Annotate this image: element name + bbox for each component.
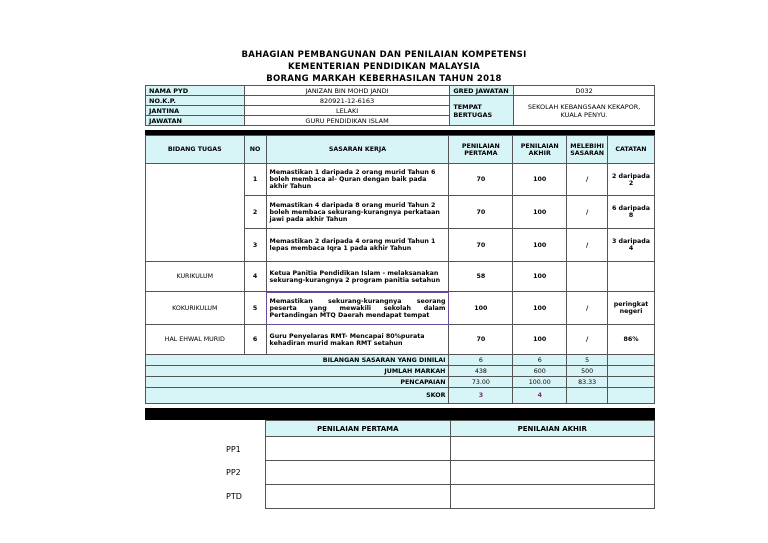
table-row — [146, 262, 655, 292]
pencapaian-melebihi: 83.33 — [567, 377, 608, 388]
nokp-label: NO.K.P. — [146, 96, 245, 106]
summary-blank — [608, 366, 655, 377]
pp2-akhir-cell[interactable] — [450, 461, 654, 485]
row-catatan: 6 daripada 8 — [608, 196, 655, 229]
row-melebihi: / — [567, 325, 608, 355]
row-catatan: 86% — [608, 325, 655, 355]
row-akhir: 100 — [513, 196, 567, 229]
jantina-label: JANTINA — [146, 106, 245, 116]
row-pertama: 100 — [449, 292, 513, 325]
jantina-value: LELAKI — [244, 106, 450, 116]
jawatan-value: GURU PENDIDIKAN ISLAM — [244, 116, 450, 126]
row-catatan — [608, 262, 655, 292]
ptd-akhir-cell[interactable] — [450, 485, 654, 509]
col-no: NO — [244, 136, 266, 164]
row-no: 2 — [244, 196, 266, 229]
table-row — [146, 325, 655, 355]
row-catatan: peringkat negeri — [608, 292, 655, 325]
targets-table — [145, 135, 655, 404]
col-akhir: PENILAIAN AKHIR — [513, 136, 567, 164]
nama-value: JANIZAN BIN MOHD JANDI — [244, 86, 450, 96]
col-sasaran: SASARAN KERJA — [266, 136, 449, 164]
gred-value: D032 — [514, 86, 655, 96]
bottom-col-pertama: PENILAIAN PERTAMA — [266, 421, 451, 437]
col-pertama: PENILAIAN PERTAMA — [449, 136, 513, 164]
row-akhir: 100 — [513, 229, 567, 262]
row-melebihi: / — [567, 164, 608, 196]
table-row — [146, 292, 655, 325]
row-catatan: 3 daripada 4 — [608, 229, 655, 262]
skor-label: SKOR — [146, 388, 449, 404]
bidang-kurikulum: KURIKULUM — [146, 262, 245, 292]
row-sasaran: Ketua Panitia Pendidikan Islam - melaksanakan sekurang-kurangnya 2 program panitia setahun — [266, 262, 449, 292]
row-pertama: 70 — [449, 196, 513, 229]
bottom-col-akhir: PENILAIAN AKHIR — [450, 421, 654, 437]
col-catatan: CATATAN — [608, 136, 655, 164]
jumlah-pertama: 438 — [449, 366, 513, 377]
info-table — [145, 85, 655, 126]
bidang-hal-ehwal: HAL EHWAL MURID — [146, 325, 245, 355]
skor-akhir: 4 — [513, 388, 567, 404]
row-no: 4 — [244, 262, 266, 292]
pp2-label: PP2 — [226, 468, 241, 477]
bidang-kokurikulum: KOKURIKULUM — [146, 292, 245, 325]
row-melebihi — [567, 262, 608, 292]
jawatan-label: JAWATAN — [146, 116, 245, 126]
header-line-3: BORANG MARKAH KEBERHASILAN TAHUN 2018 — [266, 74, 502, 84]
bilangan-label: BILANGAN SASARAN YANG DINILAI — [146, 355, 449, 366]
row-akhir: 100 — [513, 262, 567, 292]
row-no: 3 — [244, 229, 266, 262]
pp1-akhir-cell[interactable] — [450, 437, 654, 461]
row-sasaran: Memastikan 1 daripada 2 orang murid Tahun 6 boleh membaca al- Quran dengan baik pada akhir Tahun — [266, 164, 449, 196]
row-pertama: 70 — [449, 325, 513, 355]
row-melebihi: / — [567, 229, 608, 262]
row-akhir: 100 — [513, 292, 567, 325]
divider-bar-bottom — [145, 408, 655, 420]
skor-pertama: 3 — [449, 388, 513, 404]
row-pertama: 70 — [449, 229, 513, 262]
row-sasaran: Memastikan 2 daripada 4 orang murid Tahun 1 lepas membaca Iqra 1 pada akhir Tahun — [266, 229, 449, 262]
summary-blank — [608, 377, 655, 388]
bilangan-akhir: 6 — [513, 355, 567, 366]
summary-jumlah-row — [146, 366, 655, 377]
ptd-pertama-cell[interactable] — [266, 485, 451, 509]
bilangan-pertama: 6 — [449, 355, 513, 366]
row-sasaran: Memastikan 4 daripada 8 orang murid Tahun 2 boleh membaca sekurang-kurangnya perkataan jawi pada akhir Tahun — [266, 196, 449, 229]
summary-blank — [567, 388, 608, 404]
tempat-label: TEMPAT BERTUGAS — [450, 96, 514, 126]
bilangan-melebihi: 5 — [567, 355, 608, 366]
gred-label: GRED JAWATAN — [450, 86, 514, 96]
pp1-pertama-cell[interactable] — [266, 437, 451, 461]
table-row — [146, 164, 655, 196]
pp2-pertama-cell[interactable] — [266, 461, 451, 485]
bidang-blank — [146, 164, 245, 262]
row-sasaran: Memastikan sekurang-kurangnya seorang peserta yang mewakili sekolah dalam Pertandingan MTQ Daerah mendapat tempat — [266, 292, 449, 325]
summary-bilangan-row — [146, 355, 655, 366]
row-melebihi: / — [567, 196, 608, 229]
row-akhir: 100 — [513, 325, 567, 355]
row-no: 1 — [244, 164, 266, 196]
pencapaian-akhir: 100.00 — [513, 377, 567, 388]
row-melebihi: / — [567, 292, 608, 325]
col-melebihi: MELEBIHI SASARAN — [567, 136, 608, 164]
row-no: 6 — [244, 325, 266, 355]
row-sasaran: Guru Penyelaras RMT- Mencapai 80%purata kehadiran murid makan RMT setahun — [266, 325, 449, 355]
jumlah-akhir: 600 — [513, 366, 567, 377]
summary-pencapaian-row — [146, 377, 655, 388]
row-catatan: 2 daripada 2 — [608, 164, 655, 196]
summary-skor-row — [146, 388, 655, 404]
nama-label: NAMA PYD — [146, 86, 245, 96]
tempat-value: SEKOLAH KEBANGSAAN KEKAPOR, KUALA PENYU. — [514, 96, 655, 126]
assessor-table — [265, 420, 655, 509]
pp1-label: PP1 — [226, 445, 241, 454]
row-pertama: 70 — [449, 164, 513, 196]
jumlah-label: JUMLAH MARKAH — [146, 366, 449, 377]
row-pertama: 58 — [449, 262, 513, 292]
summary-blank — [608, 355, 655, 366]
header-line-1: BAHAGIAN PEMBANGUNAN DAN PENILAIAN KOMPETENSI — [241, 50, 527, 60]
pencapaian-label: PENCAPAIAN — [146, 377, 449, 388]
pencapaian-pertama: 73.00 — [449, 377, 513, 388]
row-akhir: 100 — [513, 164, 567, 196]
row-no: 5 — [244, 292, 266, 325]
nokp-value: 820921-12-6163 — [244, 96, 450, 106]
ptd-label: PTD — [226, 492, 242, 501]
jumlah-melebihi: 500 — [567, 366, 608, 377]
header-line-2: KEMENTERIAN PENDIDIKAN MALAYSIA — [287, 62, 481, 72]
summary-blank — [608, 388, 655, 404]
col-bidang: BIDANG TUGAS — [146, 136, 245, 164]
